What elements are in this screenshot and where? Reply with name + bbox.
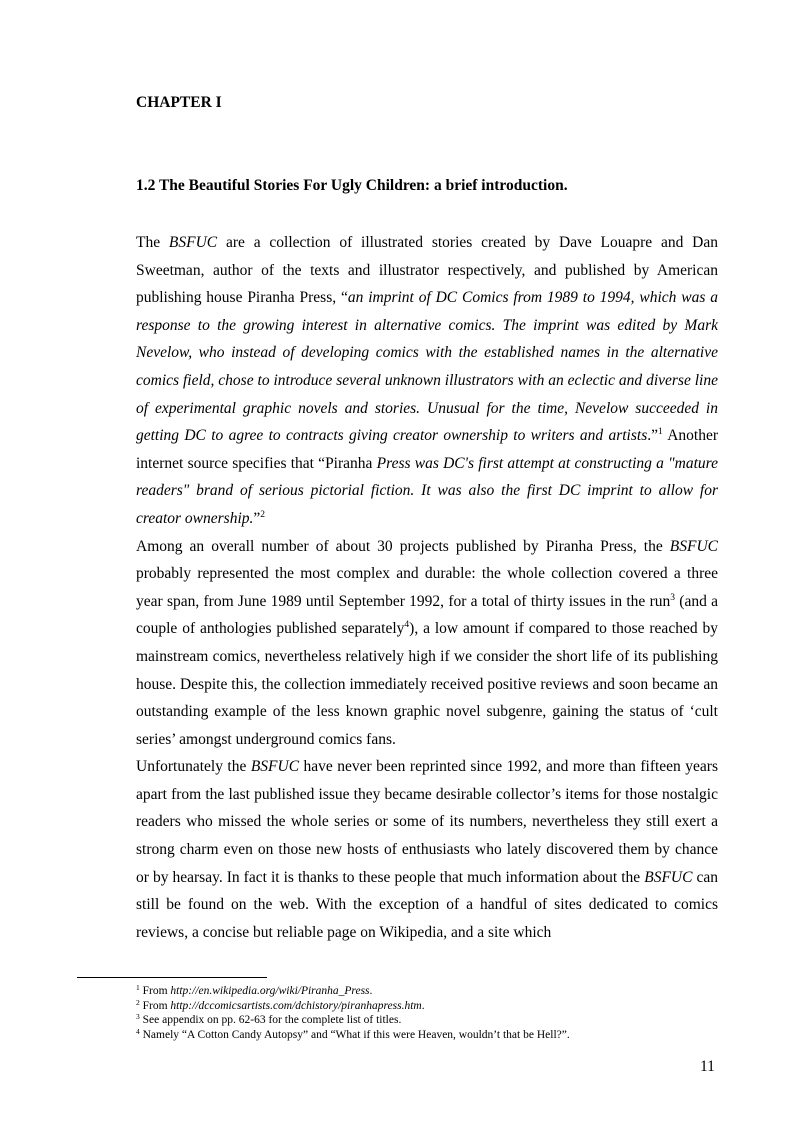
text-run: (and a couple of anthologies published separately [136, 592, 718, 638]
text-run: have never been reprinted since 1992, and more than fifteen years apart from the last published issue they became desirable collector’s items for those nostalgic readers who missed the whole series or some of its numbers, nevertheless they still exert a strong charm even on those new hosts of enthusiasts who lately discovered them by chance or by hearsay. In fact it is thanks to these people that much information about the [136, 758, 718, 886]
quotation-italic: an imprint of DC Comics from 1989 to 1994, which was a response to the growing interest in alternative comics. The imprint was edited by Mark Nevelow, who instead of developing comics with the established names in the alternative comics field, chose to introduce several unknown illustrators with an eclectic and diverse line of experimental graphic novels and stories. Unusual for the time, Nevelow succeeded in getting DC to agree to contracts giving creator ownership to writers and artists [136, 289, 718, 445]
footnote-ref-2: 2 [260, 509, 266, 520]
footnote-number: 3 [136, 1012, 140, 1021]
footnote-text: Namely “A Cotton Candy Autopsy” and “What if this were Heaven, wouldn’t that be Hell?”. [139, 1028, 570, 1041]
text-run: Unfortunately the [136, 758, 251, 776]
footnote-text: From [139, 985, 171, 997]
body-text [136, 229, 718, 946]
text-run: probably represented the most complex and durable: the whole collection covered a three year span, from June 1989 until September 1992, for a total of thirty issues in the run [136, 565, 718, 610]
text-run: are a collection of illustrated stories created by Dave Louapre and Dan Sweetman, author of the texts and illustrator respectively, and published by American publishing house Piranha Press, “ [136, 234, 718, 307]
footnote-text: . [421, 999, 425, 1012]
text-run: ), a low amount if compared to those reached by mainstream comics, nevertheless relatively high if we consider the short life of its publishing house. Despite this, the collection immediately received positive reviews and soon became an outstanding example of the less known graphic novel subgenre, gaining the status of ‘cult series’ amongst underground comics fans. [136, 620, 718, 748]
italic-run: BSFUC [168, 234, 218, 251]
text-run: Another internet source specifies that “Piranha [136, 427, 718, 472]
footnote-ref-4: 4 [404, 620, 410, 631]
italic-run: BSFUC [250, 758, 300, 776]
footnote-4 [136, 1028, 570, 1043]
footnote-link[interactable]: http://dccomicsartists.com/dchistory/piranhapress.htm [170, 999, 422, 1012]
footnote-number: 1 [136, 983, 140, 992]
footnote-number: 2 [136, 997, 140, 1007]
paragraph-2 [136, 533, 718, 754]
footnote-ref-3: 3 [670, 592, 676, 603]
footnote-separator [77, 977, 267, 978]
footnote-text: See appendix on pp. 62-63 for the complete list of titles. [139, 1014, 402, 1026]
footnote-link[interactable]: http://en.wikipedia.org/wiki/Piranha_Press [170, 985, 370, 997]
footnote-text: . [369, 985, 373, 997]
text-run: The [136, 234, 169, 251]
footnote-2 [136, 999, 570, 1014]
footnote-3 [136, 1013, 570, 1028]
page-number: 11 [700, 1058, 715, 1075]
paragraph-3 [136, 753, 718, 946]
italic-run: BSFUC [669, 537, 718, 555]
quotation-italic: Press was DC's first attempt at constructing a "mature readers" brand of serious pictorial fiction. It was also the first DC imprint to allow for creator ownership. [136, 454, 718, 527]
text-run: .” [647, 427, 658, 445]
footnote-text: From [139, 999, 171, 1012]
text-run: ” [253, 509, 261, 527]
footnote-1 [136, 984, 570, 999]
paragraph-1 [136, 229, 718, 533]
italic-run: BSFUC [644, 868, 693, 886]
footnotes [136, 984, 570, 1042]
section-heading: 1.2 The Beautiful Stories For Ugly Children: a brief introduction. [136, 177, 568, 194]
text-run: Among an overall number of about 30 projects published by Piranha Press, the [136, 537, 670, 555]
footnote-ref-1: 1 [658, 427, 663, 438]
footnote-number: 4 [136, 1026, 140, 1036]
text-run: can still be found on the web. With the exception of a handful of sites dedicated to comics reviews, a concise but reliable page on Wikipedia, and a site which [136, 868, 719, 941]
chapter-heading: CHAPTER I [136, 94, 222, 111]
